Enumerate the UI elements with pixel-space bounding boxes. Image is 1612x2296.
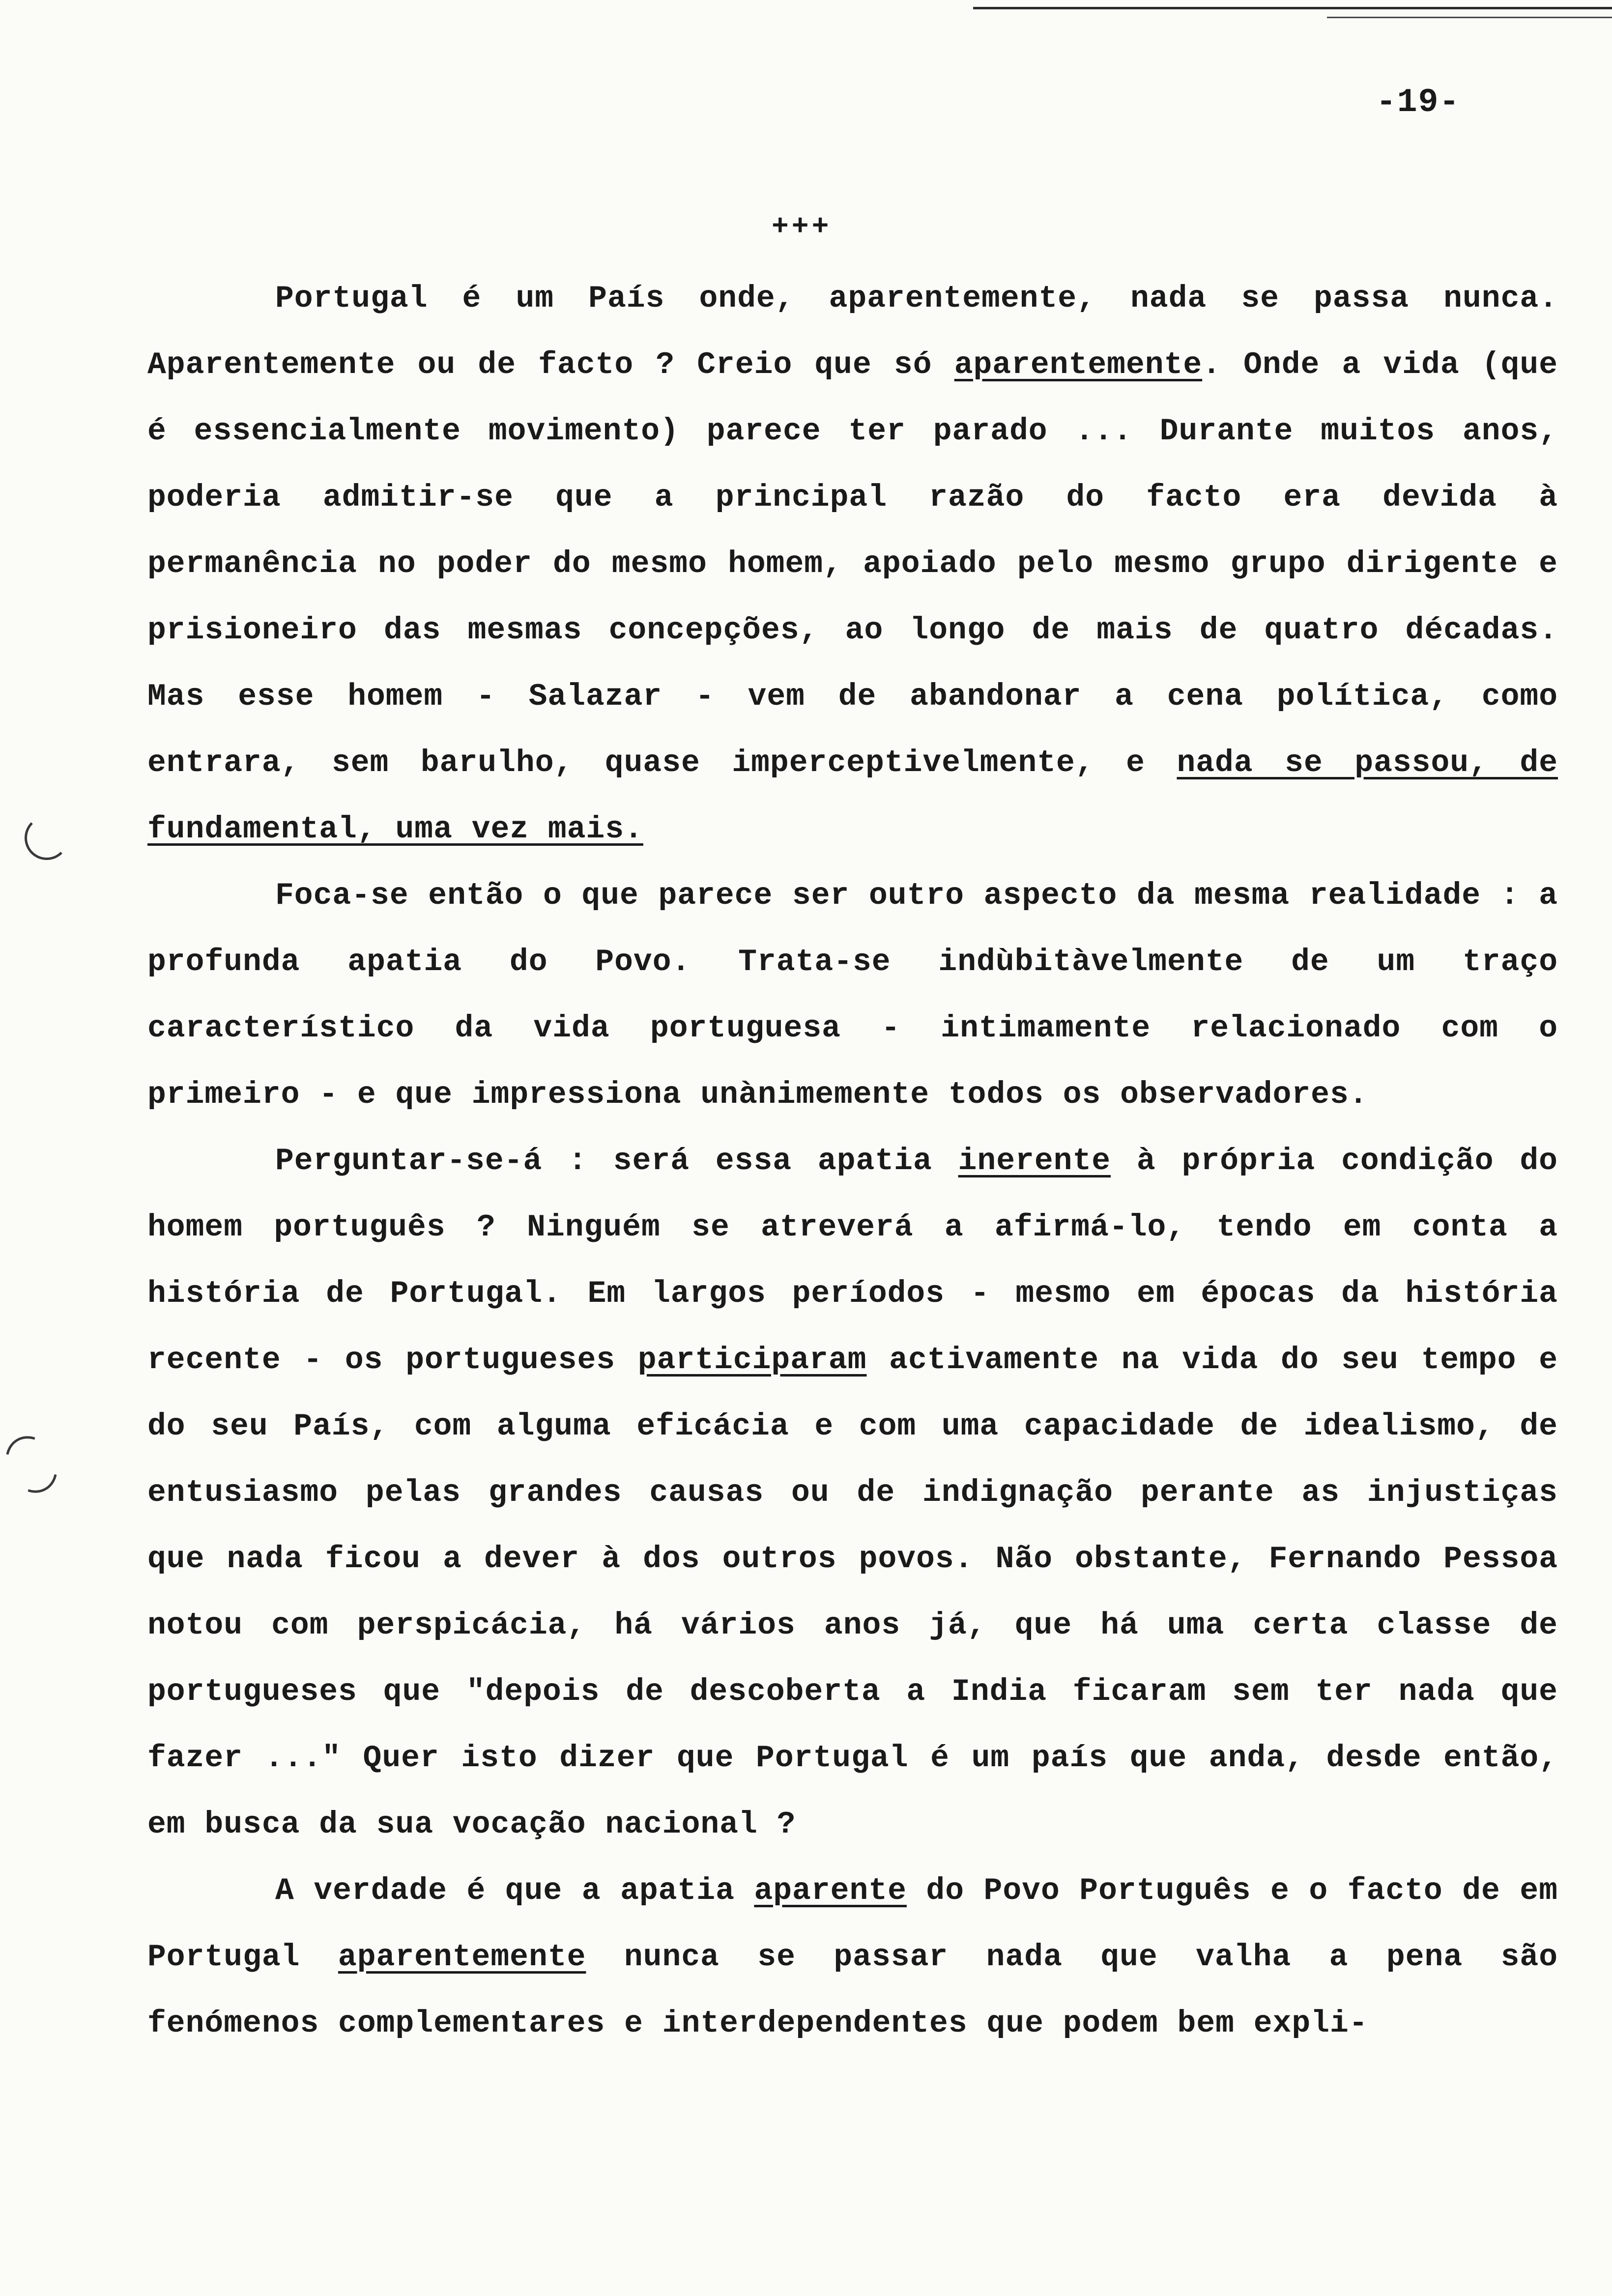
page-number: -19- [1376, 84, 1461, 121]
body-text [147, 265, 1558, 2057]
underlined-text: nada se passou, de fundamental, uma vez mais. [147, 746, 1558, 847]
underlined-text: inerente [958, 1144, 1111, 1178]
paragraph [147, 1128, 1558, 1858]
underlined-text: aparentemente [338, 1940, 586, 1975]
text-run: do Povo Português e o facto de em Portugal [147, 1873, 1558, 1975]
text-run: Foca-se então o que parece ser outro aspecto da mesma realidade : a profunda apatia do Povo. Trata-se indùbitàvelmente de um traço característico da vida portuguesa - intimamente relacionado com o primeiro - e que impressiona unànimemente todos os observadores. [147, 878, 1558, 1112]
punch-hole-mark [25, 816, 69, 860]
text-run: à própria condição do homem português ? Ninguém se atreverá a afirmá-lo, tendo em conta a história de Portugal. Em largos períodos - mesmo em épocas da história recente - os portugueses [147, 1144, 1558, 1378]
paragraph [147, 862, 1558, 1128]
top-edge-rule [973, 7, 1612, 9]
text-run: Portugal é um País onde, aparentemente, nada se passa nunca. Aparentemente ou de facto ? Creio que só [147, 281, 1558, 382]
text-run: nunca se passar nada que valha a pena são fenómenos complementares e interdependentes que podem bem expli- [147, 1940, 1558, 2041]
top-edge-rule-secondary [1327, 17, 1612, 18]
paragraph [147, 265, 1558, 862]
paragraph [147, 1858, 1558, 2057]
text-run: activamente na vida do seu tempo e do seu País, com alguma eficácia e com uma capacidade de idealismo, de entusiasmo pelas grandes causas ou de indignação perante as injustiças que nada ficou a dever à dos outros povos. Não obstante, Fernando Pessoa notou com perspicácia, há vários anos já, que há uma certa classe de portugueses que "depois de descoberta a India ficaram sem ter nada que fazer ..." Quer isto dizer que Portugal é um país que anda, desde então, em busca da sua vocação nacional ? [147, 1343, 1558, 1842]
underlined-text: participaram [637, 1343, 867, 1378]
underlined-text: aparentemente [954, 347, 1203, 382]
text-run: Perguntar-se-á : será essa apatia [275, 1144, 958, 1178]
text-run: . Onde a vida (que é essencialmente movimento) parece ter parado ... Durante muitos anos, poderia admitir-se que a principal razão do facto era devida à permanência no poder do mesmo homem, apoiado pelo mesmo grupo dirigente e prisioneiro das mesmas concepções, ao longo de mais de quatro décadas. Mas esse homem - Salazar - vem de abandonar a cena política, como entrara, sem barulho, quase imperceptivelmente, e [147, 347, 1558, 780]
text-run: A verdade é que a apatia [275, 1873, 754, 1908]
section-separator: +++ [772, 211, 832, 243]
punch-hole-mark [0, 1427, 67, 1502]
underlined-text: aparente [754, 1873, 907, 1908]
